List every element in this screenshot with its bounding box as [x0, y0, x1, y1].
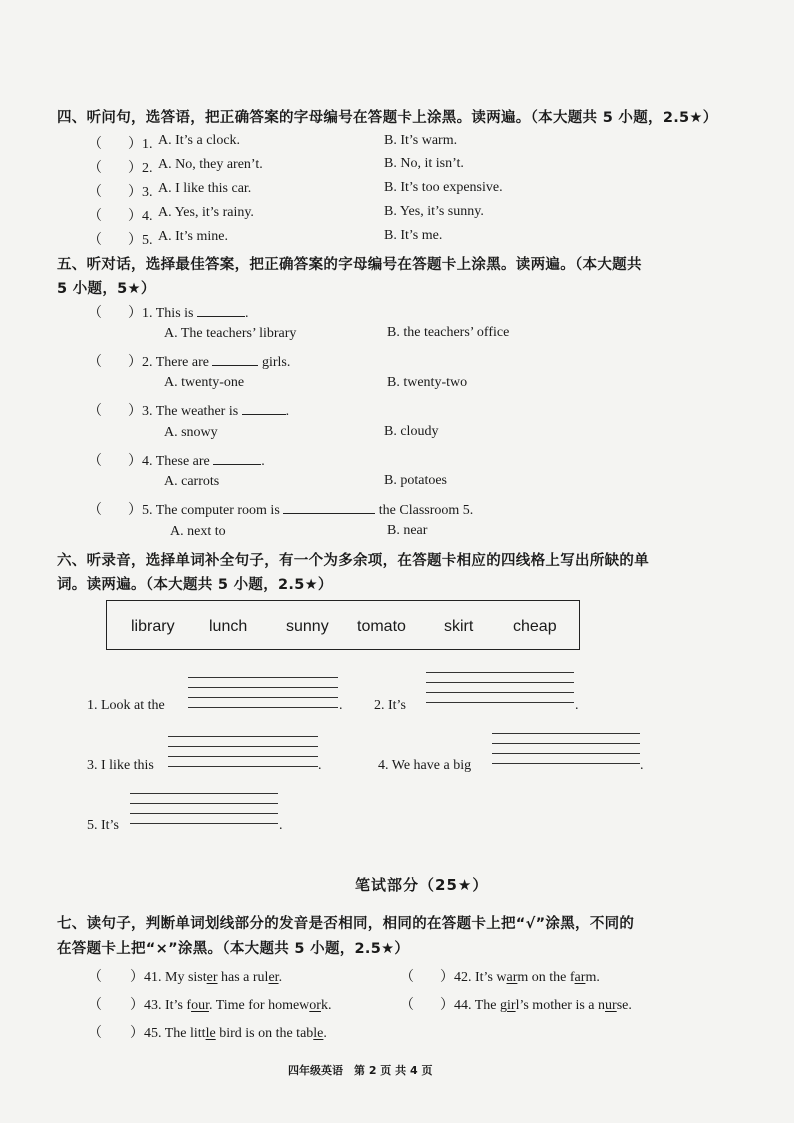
question-text: ）3. The weather is .	[128, 404, 290, 419]
sentence-end: .	[640, 758, 644, 773]
option-a: A. next to	[170, 524, 226, 539]
four-line-grid	[492, 724, 640, 764]
page-footer: 四年级英语 第 2 页 共 4 页	[288, 1064, 433, 1077]
answer-paren: （	[400, 970, 414, 985]
option-a: A. It’s a clock.	[158, 133, 241, 148]
word-bank-word: library	[131, 618, 175, 635]
answer-paren: （	[88, 454, 102, 469]
word-bank-word: tomato	[357, 618, 406, 635]
option-b: B. twenty-two	[387, 375, 468, 390]
four-line-grid	[188, 668, 338, 708]
section-4-title: 四、听问句，选答语，把正确答案的字母编号在答题卡上涂黑。读两遍。（本大题共 5 小题，2.5★）	[57, 110, 718, 126]
section-5-title: 五、听对话，选择最佳答案，把正确答案的字母编号在答题卡上涂黑。读两遍。（本大题共	[57, 257, 642, 273]
question-43: ）43. It’s four. Time for homework.	[130, 998, 332, 1013]
answer-paren: （	[88, 137, 102, 152]
question-text: ）2. There are girls.	[128, 355, 291, 370]
question-45: ）45. The little bird is on the table.	[130, 1026, 327, 1041]
answer-paren: （	[88, 503, 102, 518]
fill-sentence: 2. It’s	[374, 698, 406, 713]
option-b: B. cloudy	[384, 424, 439, 439]
question-42: ）42. It’s warm on the farm.	[440, 970, 600, 985]
sentence-end: .	[339, 698, 343, 713]
option-a: A. snowy	[164, 425, 218, 440]
answer-blank	[213, 452, 261, 465]
section-6-title: 六、听录音，选择单词补全句子，有一个为多余项，在答题卡相应的四线格上写出所缺的单	[57, 553, 649, 569]
option-a: A. The teachers’ library	[164, 326, 297, 341]
answer-blank	[197, 304, 245, 317]
option-a: A. I like this car.	[158, 181, 252, 196]
fill-sentence: 5. It’s	[87, 818, 119, 833]
four-line-grid	[426, 663, 574, 703]
answer-paren: （	[88, 355, 102, 370]
word-bank-word: skirt	[444, 618, 474, 635]
question-44: ）44. The girl’s mother is a nurse.	[440, 998, 632, 1013]
answer-blank	[242, 402, 286, 415]
question-41: ）41. My sister has a ruler.	[130, 970, 283, 985]
answer-paren: （	[88, 233, 102, 248]
option-b: B. It’s warm.	[384, 133, 458, 148]
answer-paren: （	[400, 998, 414, 1013]
answer-paren: （	[88, 306, 102, 321]
fill-sentence: 3. I like this	[87, 758, 154, 773]
written-part-title: 笔试部分（25★）	[355, 876, 489, 894]
option-a: A. twenty-one	[164, 375, 245, 390]
question-text: ）5. The computer room is the Classroom 5.	[128, 503, 474, 518]
four-line-grid	[168, 727, 318, 767]
answer-paren: （	[88, 209, 102, 224]
answer-paren: （	[88, 970, 102, 985]
option-a: A. No, they aren’t.	[158, 157, 263, 172]
word-bank-word: lunch	[209, 618, 248, 635]
question-number: ）4.	[128, 209, 153, 224]
question-number: ）5.	[128, 233, 153, 248]
option-b: B. It’s me.	[384, 228, 443, 243]
option-b: B. near	[387, 523, 428, 538]
section-5-title-cont: 5 小题，5★）	[57, 281, 156, 297]
sentence-end: .	[279, 818, 283, 833]
four-line-grid	[130, 784, 278, 824]
option-a: A. carrots	[164, 474, 220, 489]
question-number: ）1.	[128, 137, 153, 152]
answer-blank	[283, 501, 375, 514]
question-number: ）3.	[128, 185, 153, 200]
sentence-end: .	[575, 698, 579, 713]
section-7-title: 七、读句子，判断单词划线部分的发音是否相同，相同的在答题卡上把“√”涂黑，不同的	[57, 916, 635, 932]
fill-sentence: 4. We have a big	[378, 758, 472, 773]
answer-paren: （	[88, 404, 102, 419]
word-bank-box	[106, 600, 580, 650]
option-b: B. Yes, it’s sunny.	[384, 204, 484, 219]
question-number: ）2.	[128, 161, 153, 176]
fill-sentence: 1. Look at the	[87, 698, 165, 713]
answer-blank	[212, 353, 258, 366]
question-text: ）1. This is .	[128, 306, 249, 321]
option-b: B. the teachers’ office	[387, 325, 510, 340]
section-6-title-cont: 词。读两遍。（本大题共 5 小题，2.5★）	[57, 577, 333, 593]
sentence-end: .	[318, 758, 322, 773]
question-text: ）4. These are .	[128, 454, 265, 469]
word-bank-word: sunny	[286, 618, 329, 635]
section-7-title-cont: 在答题卡上把“×”涂黑。（本大题共 5 小题，2.5★）	[57, 941, 410, 957]
answer-paren: （	[88, 998, 102, 1013]
word-bank-word: cheap	[513, 618, 557, 635]
answer-paren: （	[88, 185, 102, 200]
option-b: B. potatoes	[384, 473, 447, 488]
option-a: A. Yes, it’s rainy.	[158, 205, 254, 220]
answer-paren: （	[88, 1026, 102, 1041]
option-a: A. It’s mine.	[158, 229, 228, 244]
option-b: B. No, it isn’t.	[384, 156, 464, 171]
answer-paren: （	[88, 161, 102, 176]
option-b: B. It’s too expensive.	[384, 180, 503, 195]
